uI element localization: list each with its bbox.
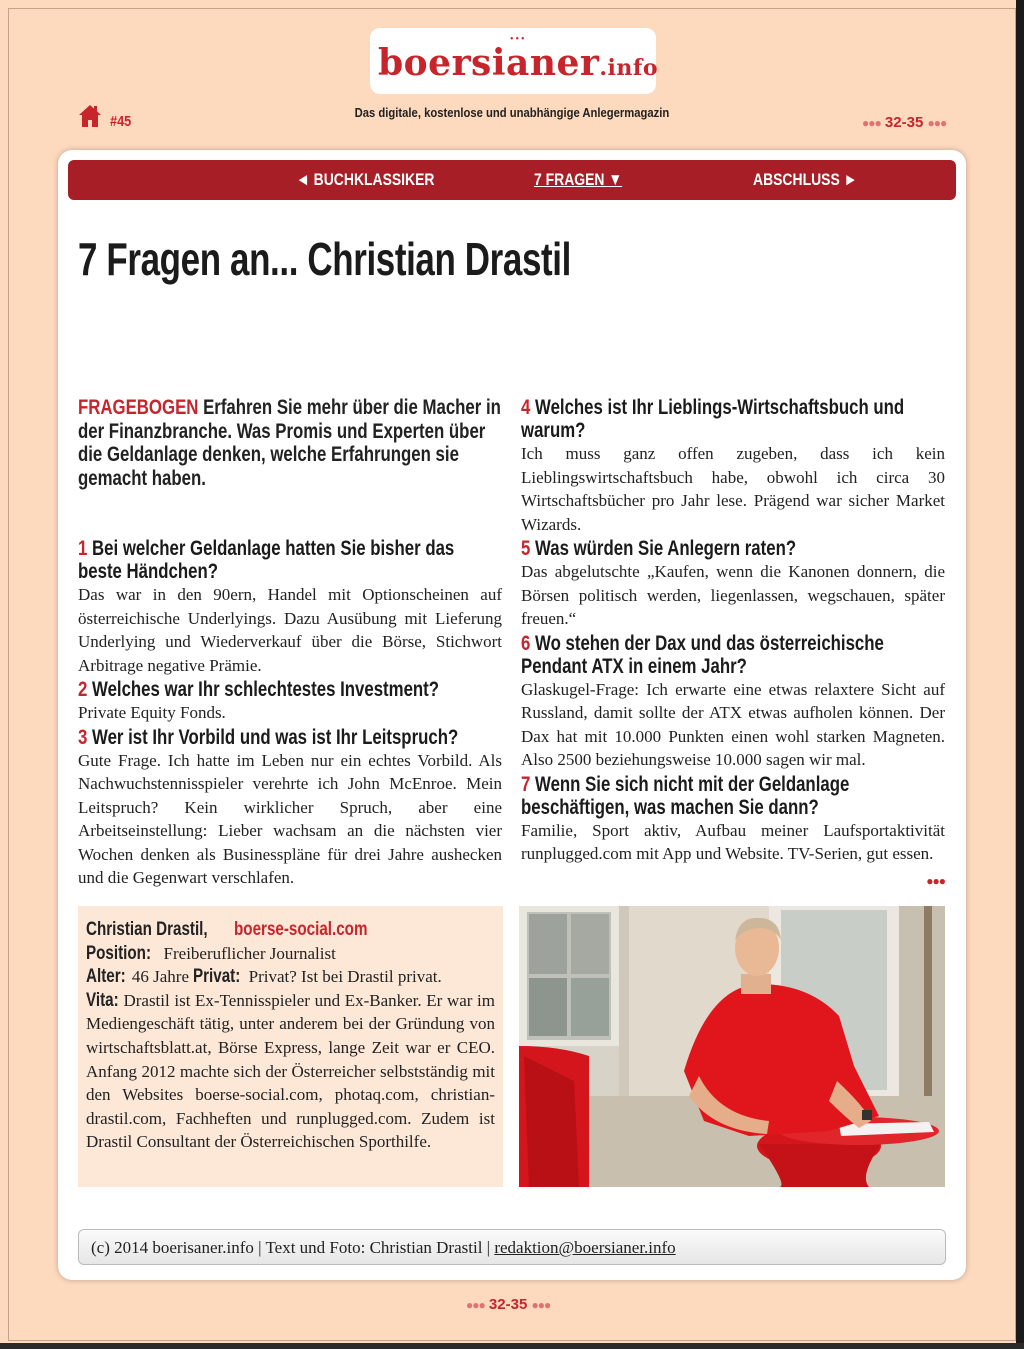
home-icon[interactable] [78,104,102,133]
answer-2: Private Equity Fonds. [78,703,226,722]
footer-credits: (c) 2014 boerisaner.info | Text und Foto: Christian Drastil | redaktion@boersianer.info [78,1229,946,1265]
right-column [521,396,945,893]
answer-4: Ich muss ganz offen zugeben, dass ich kein Lieblingswirtschaftsbuch habe, obwohl ich circa 30 Wirtschaftsbücher pro Jahr lese. Prägend war sicher Market Wizards. [521,444,945,534]
nav-current-7-fragen[interactable]: 7 FRAGEN ▼ [534,170,623,189]
question-1: 1 Bei welcher Geldanlage hatten Sie bisher das beste Händchen? [78,537,455,583]
issue-number: #45 [110,113,132,130]
bio-box [78,906,503,1187]
bio-vita: Vita: Drastil ist Ex-Tennisspieler und Ex-Banker. Er war im Mediengeschäft tätig, unter anderem bei der Gründung von wirtschaftsblatt.at, Börse Express, lange Zeit war er CEO. Anfang 2012 machte sich der Österreicher selbstständig mit den Websites boerse-social.com, photaq.com, christian-drastil.com, Fachheften und runplugged.com. Zudem ist Drastil Consultant der Österreichischen Sporthilfe. [86,989,495,1152]
bio-link[interactable]: boerse-social.com [234,919,368,940]
question-7: 7 Wenn Sie sich nicht mit der Geldanlage beschäftigen, was machen Sie dann? [521,772,850,819]
dots-icon: ●●● [531,1298,551,1312]
intro: FRAGEBOGEN Erfahren Sie mehr über die Macher in der Finanzbranche. Was Promis und Experten über die Geldanlage denken, welche Erfahrungen sie gemacht haben. [78,396,501,490]
question-6: 6 Wo stehen der Dax und das österreichische Pendant ATX in einem Jahr? [521,631,884,678]
nav-prev-buchklassiker[interactable]: ◄ BUCHKLASSIKER [296,170,435,189]
logo[interactable] [370,28,659,94]
question-4: 4 Welches ist Ihr Lieblings-Wirtschaftsbuch und warum? [521,396,905,442]
window-edge-bottom [0,1343,1024,1349]
dots-icon: ●●● [862,116,881,130]
left-column [78,396,502,891]
portrait-photo [519,906,945,1187]
page-range-top[interactable]: ●●● 32-35 ●●● [862,114,947,131]
window-edge-right [1016,0,1024,1349]
end-dots-icon: ●●● [926,873,945,888]
question-5: 5 Was würden Sie Anlegern raten? [521,537,797,560]
nav-next-abschluss[interactable]: ABSCHLUSS ► [753,170,858,189]
footer-email-link[interactable]: redaktion@boersianer.info [494,1238,676,1257]
answer-7: Familie, Sport aktiv, Aufbau meiner Laufsportaktivität runplugged.com mit App und Website. TV-Serien, gut essen. ●●● [521,819,945,866]
dots-icon: ●●● [927,116,947,130]
question-2: 2 Welches war Ihr schlechtestes Investment? [78,678,440,701]
page-range-bottom[interactable]: ●●● 32-35 ●●● [466,1296,551,1313]
answer-5: Das abgelutschte „Kaufen, wenn die Kanonen donnern, die Börsen politisch werden, liegenlassen, wegschauen, später freuen.“ [521,562,945,628]
answer-6: Glaskugel-Frage: Ich erwarte eine etwas relaxtere Sicht auf Russland, damit sollte der ATX etwas aufholen können. Der Dax hat mit 10.000 Punkten einen wohl starken Magneten. Also 2500 beziehungsweise 10.000 sagen wir mal. [521,679,945,769]
section-nav [68,160,956,200]
tagline: Das digitale, kostenlose und unabhängige Anlegermagazin [354,106,670,120]
dots-icon: ●●● [466,1298,485,1312]
logo-text: boersianer.info [378,42,659,84]
question-3: 3 Wer ist Ihr Vorbild und was ist Ihr Leitspruch? [78,725,459,749]
logo-dots: ••• [510,34,527,45]
answer-3: Gute Frage. Ich hatte im Leben nur ein echtes Vorbild. Als Nachwuchstennisspieler verehrte ich John McEnroe. Mein Leitspruch? Kein wirklicher Spruch, aber eine Arbeitseinstellung: Lieber wachsam an die nächsten vier Wochen denken als Businesspläne für drei Jahre aushecken und die Gegenwart verschlafen. [78,750,502,887]
bio-position: Position: Freiberuflicher Journalist [86,942,336,964]
bio-name-line: Christian Drastil, boerse-social.com [86,919,368,940]
bio-age-private: Alter: 46 Jahre Privat: Privat? Ist bei Drastil privat. [86,966,442,988]
article-title: 7 Fragen an... Christian Drastil [78,233,571,285]
answer-1: Das war in den 90ern, Handel mit Optionscheinen auf österreichische Underlyings. Dazu Ausübung mit Lieferung Underlying und Wiederverkauf über die Börse, Stichwort Arbitrage negative Prämie. [78,585,502,675]
